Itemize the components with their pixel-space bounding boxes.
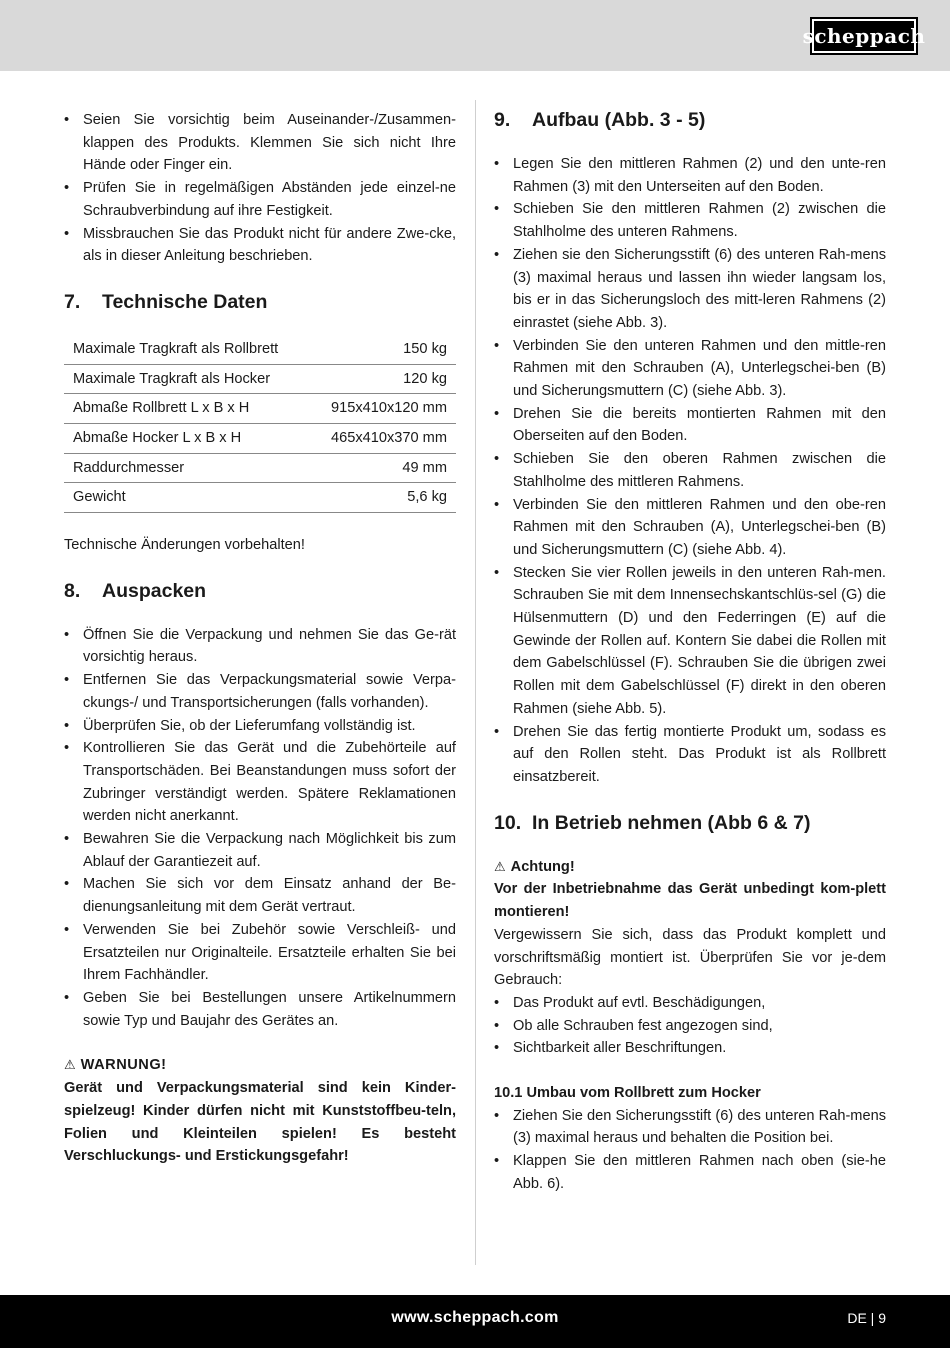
list-item: • Drehen Sie das fertig montierte Produkt um, sodass es auf den Rollen steht. Das Produkt ist als Rollbrett einsatzbereit. <box>494 721 886 789</box>
section-8-heading <box>64 578 456 604</box>
scheppach-logo: scheppach <box>810 17 918 55</box>
section-9-heading <box>494 107 886 133</box>
left-column <box>64 109 456 1168</box>
footer-page-number: DE | 9 <box>847 1310 886 1326</box>
spec-label: Raddurchmesser <box>64 453 309 483</box>
section-title: In Betrieb nehmen (Abb 6 & 7) <box>532 811 811 834</box>
list-item: • Kontrollieren Sie das Gerät und die Zubehörteile auf Transportschäden. Bei Beanstandungen muss sofort der Zubringer verständigt werden. Spätere Reklamationen werden nicht anerkannt. <box>64 737 456 828</box>
list-item: • Sichtbarkeit aller Beschriftungen. <box>494 1037 886 1060</box>
table-row <box>64 423 456 453</box>
list-item: • Das Produkt auf evtl. Beschädigungen, <box>494 992 886 1015</box>
list-item: • Seien Sie vorsichtig beim Auseinander-/Zusammen-klappen des Produkts. Klemmen Sie sich nicht Ihre Hände oder Finger ein. <box>64 109 456 177</box>
check-bullet-list <box>494 992 886 1060</box>
caution-heading <box>494 856 886 879</box>
section-title: Auspacken <box>102 579 207 602</box>
warning-triangle-icon: ⚠ <box>494 858 506 874</box>
warning-triangle-icon: ⚠ <box>64 1057 76 1073</box>
unpacking-bullet-list <box>64 624 456 1033</box>
warning-heading <box>64 1054 456 1077</box>
list-item: • Überprüfen Sie, ob der Lieferumfang vollständig ist. <box>64 715 456 738</box>
intro-bullet-list <box>64 109 456 268</box>
subsection-10-1-heading: 10.1 Umbau vom Rollbrett zum Hocker <box>494 1085 761 1102</box>
section-10-heading <box>494 810 886 836</box>
list-item: • Machen Sie sich vor dem Einsatz anhand der Be-dienungsanleitung mit dem Gerät vertraut. <box>64 873 456 918</box>
spec-value: 49 mm <box>309 453 456 483</box>
assembly-bullet-list <box>494 153 886 789</box>
list-item: • Schieben Sie den oberen Rahmen zwischen die Stahlholme des mittleren Rahmens. <box>494 448 886 493</box>
footer-website-url: www.scheppach.com <box>391 1309 559 1326</box>
list-item: • Ziehen sie den Sicherungsstift (6) des unteren Rah-mens (3) maximal heraus und lassen ihn wieder langsam los, bis er in das Sicherungsloch des mitt-leren Rahmens (2) einrastet (siehe Abb. 3). <box>494 244 886 335</box>
caution-text: Vergewissern Sie sich, dass das Produkt komplett und vorschriftsmäßig montiert ist. Überprüfen Sie vor je-dem Gebrauch: <box>494 926 886 989</box>
list-item: • Schieben Sie den mittleren Rahmen (2) zwischen die Stahlholme des unteren Rahmens. <box>494 198 886 243</box>
table-row <box>64 483 456 513</box>
list-item: • Prüfen Sie in regelmäßigen Abständen jede einzel-ne Schraubverbindung auf ihre Festigkeit. <box>64 177 456 222</box>
list-item: • Entfernen Sie das Verpackungsmaterial sowie Verpa-ckungs-/ und Transportsicherungen (falls vorhanden). <box>64 669 456 714</box>
list-item: • Verbinden Sie den unteren Rahmen und den mittle-ren Rahmen mit den Schrauben (A), Unterlegschei-ben (B) und Sicherungsmuttern (C) (siehe Abb. 3). <box>494 335 886 403</box>
section-title: Aufbau (Abb. 3 - 5) <box>532 109 706 131</box>
conversion-bullet-list <box>494 1105 886 1196</box>
list-item: • Ziehen Sie den Sicherungsstift (6) des unteren Rah-mens (3) maximal heraus und behalten die Position bei. <box>494 1105 886 1150</box>
spec-label: Maximale Tragkraft als Hocker <box>64 364 309 394</box>
section-number: 7. <box>64 290 81 313</box>
caution-bold-text: Vor der Inbetriebnahme das Gerät unbedingt kom-plett montieren! <box>494 881 886 921</box>
spec-value: 150 kg <box>309 335 456 364</box>
spec-value: 915x410x120 mm <box>309 394 456 424</box>
table-row <box>64 453 456 483</box>
column-divider <box>475 100 476 1265</box>
table-row <box>64 364 456 394</box>
footer-band <box>0 1295 950 1348</box>
list-item: • Bewahren Sie die Verpackung nach Möglichkeit bis zum Ablauf der Garantiezeit auf. <box>64 828 456 873</box>
list-item: • Verbinden Sie den mittleren Rahmen und den obe-ren Rahmen mit den Schrauben (A), Unterlegschei-ben (B) und Sicherungsmuttern (C) (siehe Abb. 4). <box>494 494 886 562</box>
list-item: • Geben Sie bei Bestellungen unsere Artikelnummern sowie Typ und Baujahr des Gerätes an. <box>64 987 456 1032</box>
spec-label: Gewicht <box>64 483 309 513</box>
right-column <box>494 109 886 1196</box>
warning-title: WARNUNG! <box>80 1057 167 1074</box>
spec-label: Abmaße Hocker L x B x H <box>64 423 309 453</box>
spec-value: 120 kg <box>309 364 456 394</box>
section-number: 8. <box>64 579 81 602</box>
table-row <box>64 394 456 424</box>
warning-text: Gerät und Verpackungsmaterial sind kein Kinder-spielzeug! Kinder dürfen nicht mit Kunststoffbeu-teln, Folien und Kleinteilen spielen! Es besteht Verschluckungs- und Erstickungsgefahr! <box>64 1080 456 1165</box>
caution-title: Achtung! <box>510 858 575 875</box>
spec-label: Abmaße Rollbrett L x B x H <box>64 394 309 424</box>
technical-data-table <box>64 335 456 513</box>
spec-value: 465x410x370 mm <box>309 423 456 453</box>
list-item: • Verwenden Sie bei Zubehör sowie Verschleiß- und Ersatzteilen nur Originalteile. Ersatzteile erhalten Sie bei Ihrem Fachhändler. <box>64 919 456 987</box>
table-row <box>64 335 456 364</box>
section-number: 9. <box>494 109 511 131</box>
section-title: Technische Daten <box>102 290 268 313</box>
list-item: • Öffnen Sie die Verpackung und nehmen Sie das Ge-rät vorsichtig heraus. <box>64 624 456 669</box>
list-item: • Legen Sie den mittleren Rahmen (2) und den unte-ren Rahmen (3) mit den Unterseiten auf den Boden. <box>494 153 886 198</box>
spec-label: Maximale Tragkraft als Rollbrett <box>64 335 309 364</box>
list-item: • Drehen Sie die bereits montierten Rahmen mit den Oberseiten auf den Boden. <box>494 403 886 448</box>
section-7-heading <box>64 289 456 315</box>
list-item: • Stecken Sie vier Rollen jeweils in den unteren Rah-men. Schrauben Sie mit dem Innensechskantschlüs-sel (G) die Hülsenmuttern (D) und den Federringen (E) auf die Gewinde der Rollen auf. Kontern Sie dabei die Rollen mit dem Gabelschlüssel (F). Schrauben Sie die übrigen zwei Rollen mit dem Gabelschlüssel (F) direkt in den oberen Rahmen (siehe Abb. 5). <box>494 562 886 721</box>
list-item: • Missbrauchen Sie das Produkt nicht für andere Zwe-cke, als in dieser Anleitung beschrieben. <box>64 223 456 268</box>
list-item: • Ob alle Schrauben fest angezogen sind, <box>494 1015 886 1038</box>
list-item: • Klappen Sie den mittleren Rahmen nach oben (sie-he Abb. 6). <box>494 1150 886 1195</box>
technical-changes-note: Technische Änderungen vorbehalten! <box>64 537 305 554</box>
spec-value: 5,6 kg <box>309 483 456 513</box>
section-number: 10. <box>494 811 522 834</box>
